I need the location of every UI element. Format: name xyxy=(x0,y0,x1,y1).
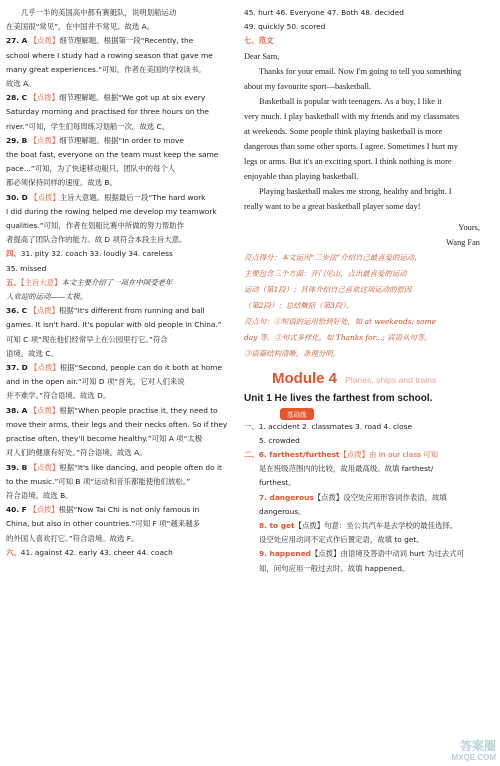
text-line: 5. crowded xyxy=(259,435,300,445)
text-line: qualities.”可知，作者在划船比赛中所做的努力帮助作 xyxy=(6,221,184,231)
text-line: 一、1. accident 2. classmates 3. road 4. close xyxy=(244,421,412,431)
answer-number: 29. B xyxy=(6,135,28,145)
answer-number: 7. dangerous xyxy=(259,492,314,502)
section-six xyxy=(6,546,242,560)
text-line: school where I study had a rowing season that gave me xyxy=(6,50,213,60)
answer-39 xyxy=(6,461,242,504)
watermark-text: 答案圈 xyxy=(459,739,496,753)
text-line: 45. hurt 46. Everyone 47. Both 48. decided xyxy=(244,8,404,17)
note-line: 运动（第1段）；具体介绍自己喜欢这项运动的原因 xyxy=(244,284,412,294)
main-idea-tag: 【主旨大意】 xyxy=(20,277,62,287)
answer-40 xyxy=(6,503,242,546)
left-column xyxy=(6,6,242,560)
text-line: 根据“Second, people can do it both at home xyxy=(59,363,223,373)
hint-tag: 【点拨】 xyxy=(29,505,59,515)
text-line: 并不难学。”符合语境。故选 D。 xyxy=(6,391,111,401)
answer-number: 38. A xyxy=(6,405,28,415)
text-line: games. It isn't hard. It's popular with old people in China.” xyxy=(6,320,222,330)
hint-tag: 【点拨】 xyxy=(29,36,60,46)
note-line: 主要包含三个方面：开门见山，点出最喜爱的运动 xyxy=(244,268,407,278)
text-line: to the music.”可知 B 项“运动和音乐都能使他们放松。” xyxy=(6,476,191,486)
watermark xyxy=(452,740,496,764)
text-line: pace...”可知，为了快速移动船只，团队中的每个人 xyxy=(6,164,176,174)
answer-38 xyxy=(6,404,242,461)
note-line: （第2段）；总结概括（第3段）。 xyxy=(244,300,354,310)
hint-text: 【点拨】由 In our class 可知 xyxy=(339,450,439,460)
unit-title: Unit 1 He lives the farthest from school. xyxy=(244,392,433,404)
hint-tag: 【点拨】 xyxy=(30,363,60,373)
text-line: 细节理解题。根据“We got up at six every xyxy=(59,93,206,103)
answer-number: 30. D xyxy=(6,192,28,202)
hint-text: 【点拨】句意：坐公共汽车是去学校的最佳选择。 xyxy=(294,521,458,531)
essay-line: really want to be a great basketball player some day! xyxy=(244,201,421,211)
practice-badge: 基础练 xyxy=(280,408,314,420)
text-line: the boat fast, everyone on the team must keep the same xyxy=(6,150,219,160)
text-line: 根据“It's like dancing, and people often do it xyxy=(59,462,222,472)
answer-30 xyxy=(6,191,242,248)
text-line: many great experiences.”可知，作者在美国的学校读书。 xyxy=(6,64,206,74)
text-line: move their arms, their legs and their necks often. So if they xyxy=(6,419,228,429)
signature-name: Wang Fan xyxy=(446,237,480,247)
answer-number: 39. B xyxy=(6,462,28,472)
text-line: 人欢迎的运动——太极。 xyxy=(6,292,88,302)
hint-tag: 【点拨】 xyxy=(29,135,60,145)
text-line: 在美国很“常见”，在中国并不常见。故选 A。 xyxy=(6,22,155,32)
answer-number: 37. D xyxy=(6,363,28,373)
text-line: Saturday morning and practised for three hours on the xyxy=(6,107,209,117)
answer-number: 28. C xyxy=(6,93,28,103)
salutation: Dear Sam, xyxy=(244,51,280,61)
section-heading: 七、范文 xyxy=(244,36,274,46)
text-line: 细节理解题。根据“In order to move xyxy=(59,135,184,145)
note-line: 亮点句：①短语的运用恰到好处，如 at weekends; some xyxy=(244,316,436,326)
answer-number: 27. A xyxy=(6,36,28,46)
text-line: 都必须保持同样的速度。故选 B。 xyxy=(6,178,117,188)
section-heading: 六、 xyxy=(6,547,21,557)
text-line: and in the open air.”可知 D 项“首先，它对人们来说 xyxy=(6,377,185,387)
text-line: 可知 C 项“现在他们经常早上在公园里打它。”符合 xyxy=(6,334,168,344)
answer-number: 8. to get xyxy=(259,521,295,531)
text-line: 者提高了团队合作的能力。故 D 项符合本段主旨大意。 xyxy=(6,235,187,245)
module-subtitle: Planes, ships and trains xyxy=(345,374,437,385)
note-line: 亮点得分：本文运用“三步法”介绍自己最喜爱的运动， xyxy=(244,252,422,262)
text-line: 根据“Now Tai Chi is not only famous in xyxy=(58,505,200,515)
text-line: 根据“When people practise it, they need to xyxy=(59,405,218,415)
text-line: 几乎一半的美国高中都有赛艇队，说明划船运动 xyxy=(21,8,177,17)
answer-27 xyxy=(6,34,242,91)
module-header xyxy=(244,370,494,387)
note-line: ③语篇结构清晰，条理分明。 xyxy=(244,348,341,358)
text-line: dangerous。 xyxy=(259,506,306,516)
text-line: 符合语境。故选 B。 xyxy=(6,490,73,500)
essay-line: Playing basketball makes me strong, healthy and bright. I xyxy=(259,186,452,196)
closing: Yours, xyxy=(458,222,480,232)
text-line: 主旨大意题。根据最后一段“The hard work xyxy=(59,192,206,202)
text-line: 35. missed xyxy=(6,263,47,273)
answer-number: 40. F xyxy=(6,505,27,515)
essay-line: dangerous than some other sports. I agree. Sometimes I hurt my xyxy=(244,141,458,151)
essay-line: enjoyable than playing basketball. xyxy=(244,171,359,181)
hint-text: 【点拨】由语境及答语中动词 hurt 为过去式可 xyxy=(310,549,464,559)
section-heading: 五、 xyxy=(6,277,21,287)
essay-line: about my favourite sport—basketball. xyxy=(244,81,371,91)
hint-tag: 【点拨】 xyxy=(29,93,60,103)
text-line: I did during the rowing helped me develop my teamwork xyxy=(6,206,217,216)
essay-line: Thanks for your email. Now I'm going to tell you something xyxy=(259,66,462,76)
answer-number: 36. C xyxy=(6,306,28,316)
essay-line: Basketball is popular with teenagers. As a boy, I like it xyxy=(259,96,442,106)
text-line: 语境。故选 C。 xyxy=(6,348,58,358)
text-line: 31. pity 32. coach 33. loudly 34. careless xyxy=(20,249,173,259)
text-line: China, but also in other countries.”可知 F 项“越来越多 xyxy=(6,519,200,529)
answer-29 xyxy=(6,134,242,191)
text-line: 49. quickly 50. scored xyxy=(244,22,326,32)
highlight-notes xyxy=(244,250,494,362)
hint-tag: 【点拨】 xyxy=(29,306,60,316)
section-four xyxy=(6,247,242,275)
section-five xyxy=(6,276,242,304)
note-line: day 等。②句式多样化，如 Thanks for...; 宾语从句等。 xyxy=(244,332,432,342)
text-line: 故选 A。 xyxy=(6,79,36,89)
text-line: 根据“It's different from running and ball xyxy=(59,306,205,316)
text-line: 对人们的健康有好处。”符合语境。故选 A。 xyxy=(6,448,147,458)
answer-37 xyxy=(6,361,242,404)
answer-number: 二、6. farthest/furthest xyxy=(244,450,340,460)
right-column xyxy=(244,6,494,576)
answer-28 xyxy=(6,91,242,134)
hint-tag: 【点拨】 xyxy=(30,192,60,202)
text-line: 知，问句应用一般过去时。故填 happened。 xyxy=(259,563,410,573)
essay-line: very much. I play basketball with my friends and my classmates xyxy=(244,111,460,121)
essay-line: legs or arms. But it's an exciting sport. I think nothing is more xyxy=(244,156,452,166)
text-line: 的外国人喜欢打它。”符合语境。故选 F。 xyxy=(6,533,139,543)
module-title: Module 4 xyxy=(272,369,338,387)
text-line: 是在班级范围内的比较，故用最高级。故填 farthest/ xyxy=(259,464,434,474)
text-line: furthest。 xyxy=(259,478,296,488)
essay-line: at weekends. Some people think playing basketball is more xyxy=(244,126,443,136)
text-line: 设空处应用动词不定式作后置定语，故填 to get。 xyxy=(259,535,424,545)
sample-essay xyxy=(244,49,494,250)
answer-number: 9. happened xyxy=(259,549,311,559)
hint-text: 【点拨】设空处应用形容词作表语，故填 xyxy=(313,492,447,502)
text-line: 细节理解题。根据第一段“Recently, the xyxy=(59,36,194,46)
text-line: river.”可知，学生们每周练习划船一次。故选 C。 xyxy=(6,121,170,131)
hint-tag: 【点拨】 xyxy=(29,462,60,472)
hint-tag: 【点拨】 xyxy=(29,405,60,415)
text-line: 41. against 42. early 43. cheer 44. coach xyxy=(20,547,173,557)
text-line: practise often, they'll become healthy.”可知 A 项“太极 xyxy=(6,434,203,444)
text-line: 本文主要介绍了一项在中国受老年 xyxy=(61,277,173,287)
watermark-url: MXQE.COM xyxy=(451,753,496,762)
section-heading: 四、 xyxy=(6,249,21,259)
answer-36 xyxy=(6,304,242,361)
